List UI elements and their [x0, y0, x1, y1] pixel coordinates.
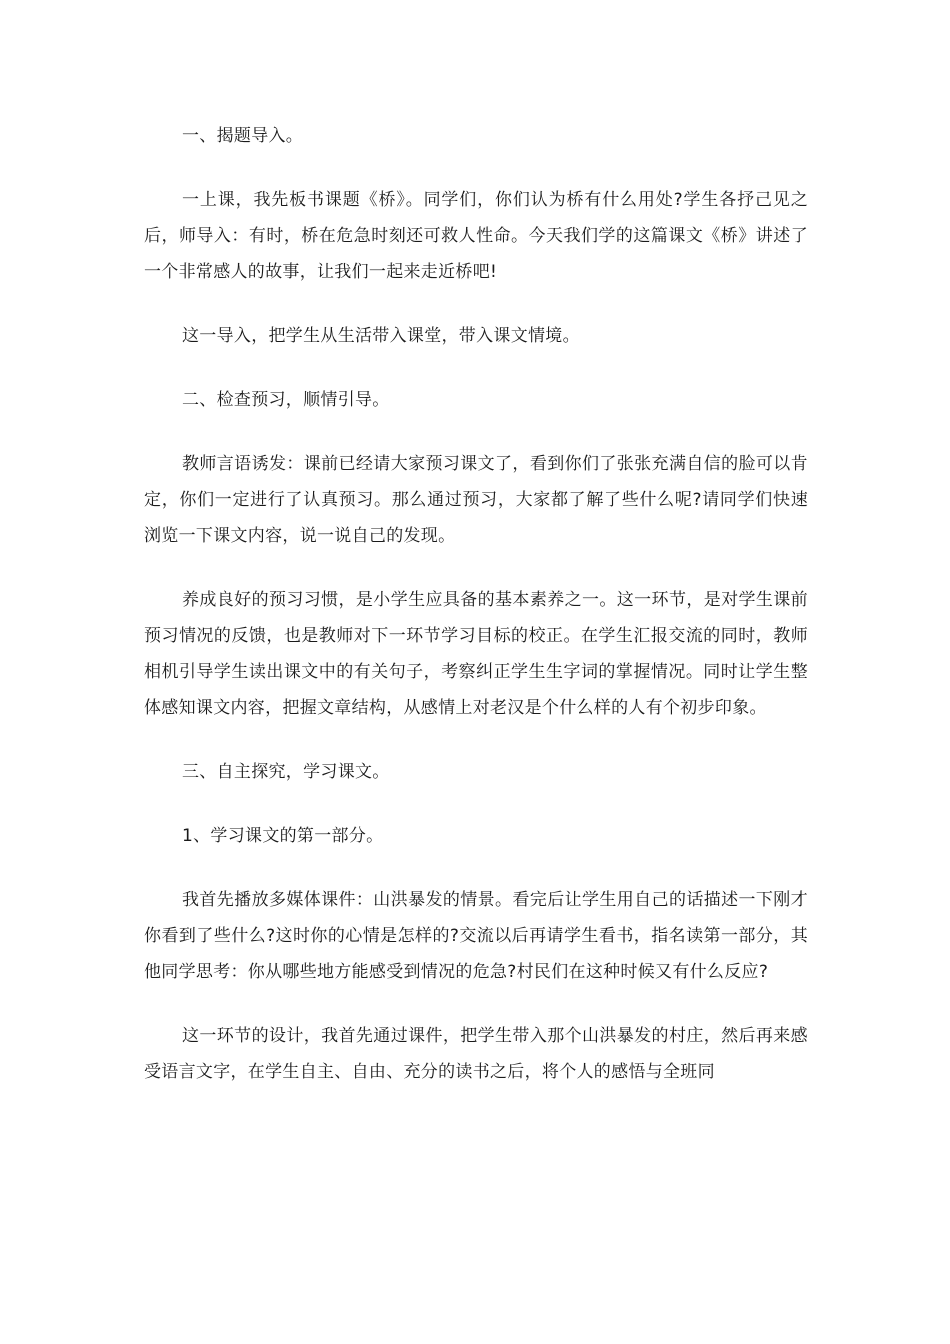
paragraph: 这一导入，把学生从生活带入课堂，带入课文情境。	[182, 326, 580, 346]
paragraph: 养成良好的预习习惯，是小学生应具备的基本素养之一。这一环节，是对学生课前预习情况的反馈，也是教师对下一环节学习目标的校正。在学生汇报交流的同时，教师相机引导学生读出课文中的有关句子，考察纠正学生生字词的掌握情况。同时让学生整体感知课文内容，把握文章结构，从感情上对老汉是个什么样的人有个初步印象。	[144, 590, 808, 718]
subsection-heading: 1、学习课文的第一部分。	[182, 826, 384, 846]
paragraph: 教师言语诱发：课前已经请大家预习课文了，看到你们了张张充满自信的脸可以肯定，你们一定进行了认真预习。那么通过预习，大家都了解了些什么呢?请同学们快速浏览一下课文内容，说一说自己的发现。	[144, 454, 808, 546]
section-heading-1: 一、揭题导入。	[182, 126, 304, 146]
paragraph: 这一环节的设计，我首先通过课件，把学生带入那个山洪暴发的村庄，然后再来感受语言文字，在学生自主、自由、充分的读书之后，将个人的感悟与全班同	[144, 1026, 808, 1082]
document-body	[144, 118, 808, 1118]
section-heading-3: 三、自主探究，学习课文。	[182, 762, 390, 782]
paragraph: 我首先播放多媒体课件：山洪暴发的情景。看完后让学生用自己的话描述一下刚才你看到了些什么?这时你的心情是怎样的?交流以后再请学生看书，指名读第一部分，其他同学思考：你从哪些地方能感受到情况的危急?村民们在这种时候又有什么反应?	[144, 890, 808, 982]
section-heading-2: 二、检查预习，顺情引导。	[182, 390, 390, 410]
paragraph: 一上课，我先板书课题《桥》。同学们，你们认为桥有什么用处?学生各抒己见之后，师导入：有时，桥在危急时刻还可救人性命。今天我们学的这篇课文《桥》讲述了一个非常感人的故事，让我们一起来走近桥吧!	[144, 190, 808, 282]
